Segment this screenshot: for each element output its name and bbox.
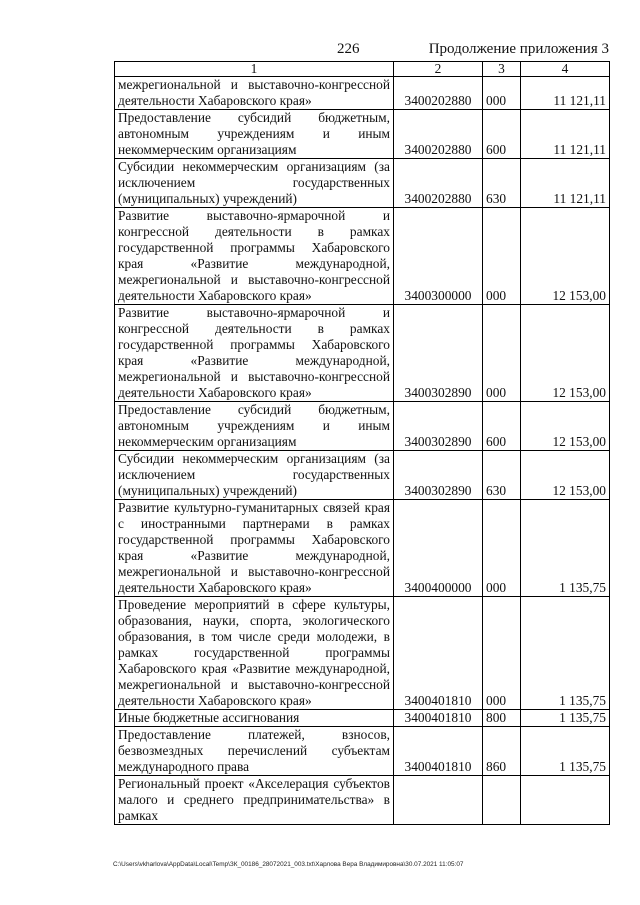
amount: 12 153,00 — [521, 402, 610, 451]
table-row — [115, 710, 610, 727]
table-row — [115, 110, 610, 159]
table-row — [115, 305, 610, 402]
table-row — [115, 597, 610, 710]
expense-type-code: 000 — [483, 500, 521, 597]
target-article-code: 3400401810 — [394, 597, 483, 710]
amount: 11 121,11 — [521, 110, 610, 159]
amount: 1 135,75 — [521, 727, 610, 776]
column-number-row — [115, 62, 610, 77]
column-number: 2 — [394, 62, 483, 77]
target-article-code: 3400302890 — [394, 305, 483, 402]
amount: 1 135,75 — [521, 710, 610, 727]
expense-name: Предоставление платежей, взносов, безвозмездных перечислений субъектам международного права — [115, 727, 394, 776]
expense-type-code: 630 — [483, 451, 521, 500]
expense-name: Развитие выставочно-ярмарочной и конгрессной деятельности в рамках государственной программы Хабаровского края «Развитие международной, межрегиональной и выставочно-конгрессной деятельности Хабаровского края» — [115, 208, 394, 305]
table-row — [115, 500, 610, 597]
expense-type-code: 000 — [483, 77, 521, 110]
expense-type-code: 630 — [483, 159, 521, 208]
expense-name: Развитие культурно-гуманитарных связей края с иностранными партнерами в рамках государственной программы Хабаровского края «Развитие международной, межрегиональной и выставочно-конгрессной деятельности Хабаровского края» — [115, 500, 394, 597]
column-number: 4 — [521, 62, 610, 77]
target-article-code: 3400202880 — [394, 77, 483, 110]
amount: 11 121,11 — [521, 77, 610, 110]
expense-name: межрегиональной и выставочно-конгрессной деятельности Хабаровского края» — [115, 77, 394, 110]
expense-name: Региональный проект «Акселерация субъектов малого и среднего предпринимательства» в рамках — [115, 776, 394, 825]
amount — [521, 776, 610, 825]
target-article-code: 3400202880 — [394, 110, 483, 159]
expense-name: Субсидии некоммерческим организациям (за исключением государственных (муниципальных) учреждений) — [115, 159, 394, 208]
expense-name: Предоставление субсидий бюджетным, автономным учреждениям и иным некоммерческим организациям — [115, 402, 394, 451]
amount: 12 153,00 — [521, 208, 610, 305]
page-number: 226 — [337, 41, 360, 57]
table-row — [115, 159, 610, 208]
amount: 12 153,00 — [521, 305, 610, 402]
expense-name: Предоставление субсидий бюджетным, автономным учреждениям и иным некоммерческим организациям — [115, 110, 394, 159]
table-row — [115, 208, 610, 305]
expense-type-code: 000 — [483, 208, 521, 305]
amount: 12 153,00 — [521, 451, 610, 500]
expense-name: Развитие выставочно-ярмарочной и конгрессной деятельности в рамках государственной программы Хабаровского края «Развитие международной, межрегиональной и выставочно-конгрессной деятельности Хабаровского края» — [115, 305, 394, 402]
expense-type-code: 600 — [483, 402, 521, 451]
table-row — [115, 402, 610, 451]
expense-type-code: 600 — [483, 110, 521, 159]
target-article-code: 3400401810 — [394, 710, 483, 727]
target-article-code: 3400302890 — [394, 451, 483, 500]
target-article-code: 3400302890 — [394, 402, 483, 451]
target-article-code: 3400300000 — [394, 208, 483, 305]
expense-type-code: 000 — [483, 305, 521, 402]
amount: 11 121,11 — [521, 159, 610, 208]
expense-name: Субсидии некоммерческим организациям (за исключением государственных (муниципальных) учреждений) — [115, 451, 394, 500]
expense-type-code: 860 — [483, 727, 521, 776]
table-row — [115, 77, 610, 110]
budget-table — [114, 61, 610, 825]
target-article-code: 3400401810 — [394, 727, 483, 776]
table-row — [115, 727, 610, 776]
expense-name: Иные бюджетные ассигнования — [115, 710, 394, 727]
expense-name: Проведение мероприятий в сфере культуры, образования, науки, спорта, экологического образования, в том числе среди молодежи, в рамках государственной программы Хабаровского края «Развитие международной, межрегиональной и выставочно-конгрессной деятельности Хабаровского края» — [115, 597, 394, 710]
target-article-code: 3400400000 — [394, 500, 483, 597]
table-row — [115, 776, 610, 825]
target-article-code: 3400202880 — [394, 159, 483, 208]
expense-type-code — [483, 776, 521, 825]
appendix-continuation-label: Продолжение приложения 3 — [428, 41, 609, 57]
amount: 1 135,75 — [521, 500, 610, 597]
target-article-code — [394, 776, 483, 825]
column-number: 3 — [483, 62, 521, 77]
column-number: 1 — [115, 62, 394, 77]
amount: 1 135,75 — [521, 597, 610, 710]
expense-type-code: 000 — [483, 597, 521, 710]
expense-type-code: 800 — [483, 710, 521, 727]
table-row — [115, 451, 610, 500]
document-file-path: C:\Users\vkharlova\AppData\Local\Temp\ЗК_00186_28072021_003.txt\Харлова Вера Владимировна\30.07.2021 11:05:07 — [113, 861, 464, 868]
